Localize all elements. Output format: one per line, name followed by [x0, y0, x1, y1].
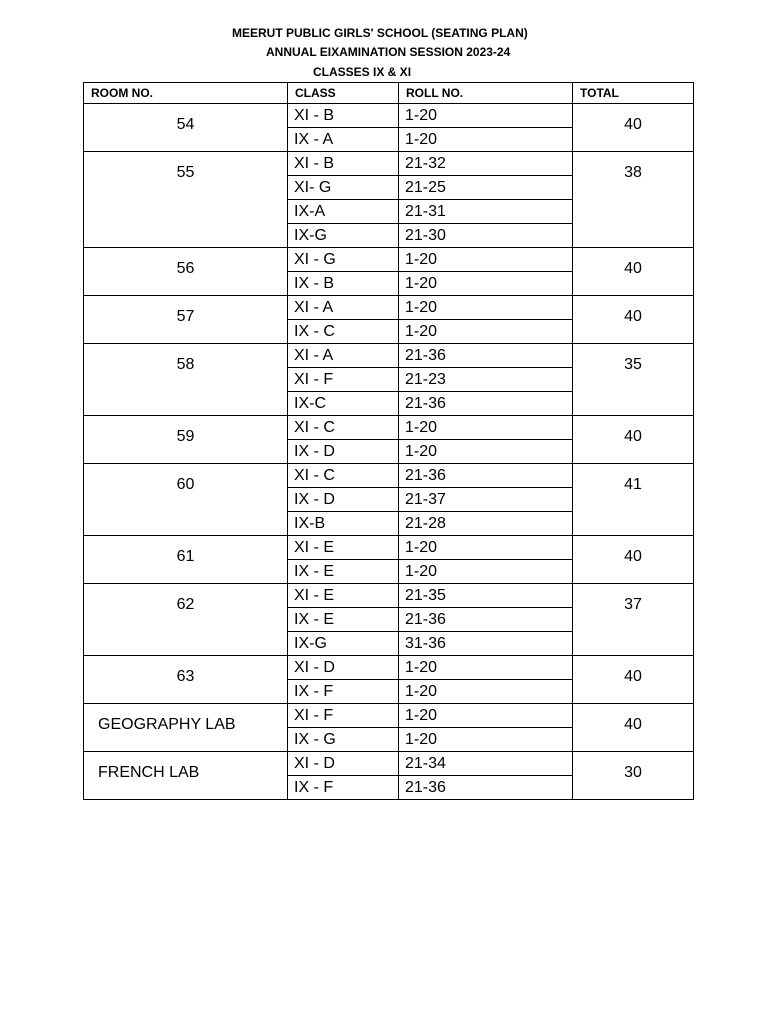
total-cell: 38 — [573, 152, 694, 248]
roll-no-cell: 1-20 — [399, 440, 573, 464]
class-cell: XI - A — [288, 344, 399, 368]
roll-no-cell: 21-35 — [399, 584, 573, 608]
roll-no-cell: 21-28 — [399, 512, 573, 536]
classes-title: CLASSES IX & XI — [313, 65, 412, 79]
roll-no-cell: 1-20 — [399, 320, 573, 344]
total-cell: 40 — [573, 704, 694, 752]
class-cell: IX - G — [288, 728, 399, 752]
class-cell: IX - A — [288, 128, 399, 152]
class-cell: IX - E — [288, 560, 399, 584]
class-cell: XI - B — [288, 152, 399, 176]
total-cell: 40 — [573, 296, 694, 344]
room-cell: 59 — [84, 416, 288, 464]
room-cell: 60 — [84, 464, 288, 536]
table-row — [84, 344, 694, 368]
table-row — [84, 248, 694, 272]
room-cell: 61 — [84, 536, 288, 584]
roll-no-cell: 1-20 — [399, 248, 573, 272]
class-cell: XI - F — [288, 704, 399, 728]
class-cell: IX-A — [288, 200, 399, 224]
class-cell: XI - F — [288, 368, 399, 392]
roll-no-cell: 1-20 — [399, 704, 573, 728]
class-cell: IX - C — [288, 320, 399, 344]
roll-no-cell: 1-20 — [399, 104, 573, 128]
total-cell: 40 — [573, 248, 694, 296]
room-cell: 57 — [84, 296, 288, 344]
table-row — [84, 152, 694, 176]
class-cell: IX - D — [288, 488, 399, 512]
roll-no-cell: 21-32 — [399, 152, 573, 176]
roll-no-cell: 21-30 — [399, 224, 573, 248]
roll-no-cell: 21-25 — [399, 176, 573, 200]
total-cell: 40 — [573, 536, 694, 584]
roll-no-cell: 1-20 — [399, 536, 573, 560]
header-class: CLASS — [288, 83, 399, 104]
table-row — [84, 104, 694, 128]
table-row — [84, 752, 694, 776]
class-cell: XI - D — [288, 752, 399, 776]
class-cell: XI - E — [288, 536, 399, 560]
class-cell: IX - F — [288, 680, 399, 704]
class-cell: XI- G — [288, 176, 399, 200]
roll-no-cell: 1-20 — [399, 680, 573, 704]
class-cell: XI - D — [288, 656, 399, 680]
roll-no-cell: 1-20 — [399, 416, 573, 440]
total-cell: 30 — [573, 752, 694, 800]
class-cell: IX-G — [288, 632, 399, 656]
class-cell: IX-G — [288, 224, 399, 248]
seating-plan-table — [83, 82, 694, 800]
roll-no-cell: 21-31 — [399, 200, 573, 224]
roll-no-cell: 21-37 — [399, 488, 573, 512]
table-row — [84, 656, 694, 680]
table-row — [84, 296, 694, 320]
room-cell: 58 — [84, 344, 288, 416]
table-row — [84, 584, 694, 608]
class-cell: IX - D — [288, 440, 399, 464]
total-cell: 41 — [573, 464, 694, 536]
session-title: ANNUAL EIXAMINATION SESSION 2023-24 — [266, 45, 511, 59]
school-title: MEERUT PUBLIC GIRLS' SCHOOL (SEATING PLAN) — [232, 26, 528, 40]
table-row — [84, 416, 694, 440]
roll-no-cell: 1-20 — [399, 728, 573, 752]
room-cell: 55 — [84, 152, 288, 248]
total-cell: 40 — [573, 416, 694, 464]
room-cell: FRENCH LAB — [84, 752, 288, 800]
roll-no-cell: 1-20 — [399, 128, 573, 152]
class-cell: IX-C — [288, 392, 399, 416]
roll-no-cell: 21-23 — [399, 368, 573, 392]
room-cell: 54 — [84, 104, 288, 152]
class-cell: XI - C — [288, 464, 399, 488]
roll-no-cell: 21-36 — [399, 392, 573, 416]
class-cell: XI - C — [288, 416, 399, 440]
header-roll-no: ROLL NO. — [399, 83, 573, 104]
table-row — [84, 536, 694, 560]
roll-no-cell: 31-36 — [399, 632, 573, 656]
class-cell: XI - B — [288, 104, 399, 128]
header-total: TOTAL — [573, 83, 694, 104]
total-cell: 40 — [573, 104, 694, 152]
table-row — [84, 464, 694, 488]
class-cell: IX-B — [288, 512, 399, 536]
room-cell: 56 — [84, 248, 288, 296]
table-header-row — [84, 83, 694, 104]
class-cell: XI - E — [288, 584, 399, 608]
class-cell: XI - G — [288, 248, 399, 272]
roll-no-cell: 21-36 — [399, 344, 573, 368]
roll-no-cell: 1-20 — [399, 296, 573, 320]
roll-no-cell: 21-36 — [399, 464, 573, 488]
header-room-no: ROOM NO. — [84, 83, 288, 104]
class-cell: XI - A — [288, 296, 399, 320]
roll-no-cell: 1-20 — [399, 560, 573, 584]
roll-no-cell: 21-36 — [399, 608, 573, 632]
room-cell: GEOGRAPHY LAB — [84, 704, 288, 752]
room-cell: 63 — [84, 656, 288, 704]
roll-no-cell: 21-34 — [399, 752, 573, 776]
total-cell: 35 — [573, 344, 694, 416]
table-body — [84, 104, 694, 800]
total-cell: 40 — [573, 656, 694, 704]
table-row — [84, 704, 694, 728]
roll-no-cell: 1-20 — [399, 272, 573, 296]
class-cell: IX - F — [288, 776, 399, 800]
total-cell: 37 — [573, 584, 694, 656]
room-cell: 62 — [84, 584, 288, 656]
class-cell: IX - E — [288, 608, 399, 632]
class-cell: IX - B — [288, 272, 399, 296]
roll-no-cell: 1-20 — [399, 656, 573, 680]
roll-no-cell: 21-36 — [399, 776, 573, 800]
